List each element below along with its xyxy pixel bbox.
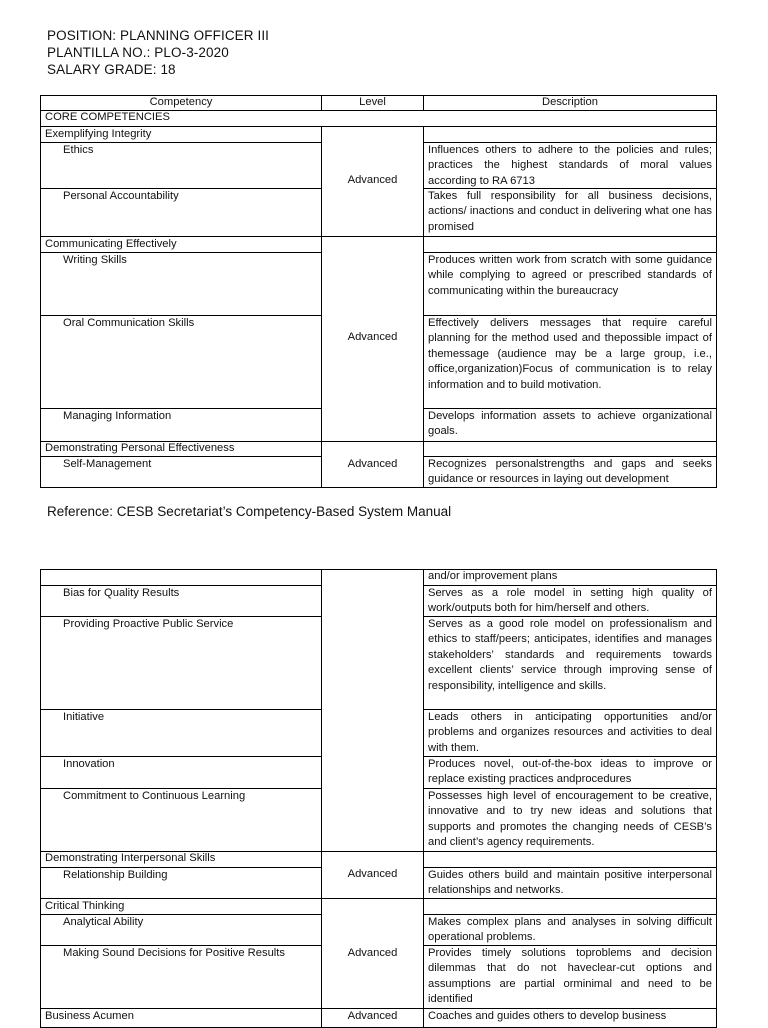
level-personal-effectiveness: Advanced	[347, 458, 398, 470]
competency-continuous-learning: Commitment to Continuous Learning	[63, 790, 246, 802]
description-analytical-ability: Makes complex plans and analyses in solving difficult operational problems.	[428, 916, 712, 944]
section-core-competencies: CORE COMPETENCIES	[45, 111, 170, 123]
competency-bias-quality: Bias for Quality Results	[63, 587, 180, 599]
group-interpersonal-skills: Demonstrating Interpersonal Skills	[45, 852, 216, 864]
group-personal-effectiveness: Demonstrating Personal Effectiveness	[45, 442, 235, 454]
description-business-acumen: Coaches and guides others to develop business	[428, 1010, 667, 1022]
description-innovation: Produces novel, out-of-the-box ideas to improve or replace existing practices andprocedures	[428, 758, 712, 786]
competency-managing-information: Managing Information	[63, 410, 172, 422]
competency-ethics: Ethics	[63, 144, 94, 156]
group-communicating-effectively: Communicating Effectively	[45, 238, 177, 250]
description-writing-skills: Produces written work from scratch with some guidance while complying to agreed or prescribed standards of communicating within the bureaucracy	[428, 254, 712, 297]
competency-initiative: Initiative	[63, 711, 105, 723]
description-continued: and/or improvement plans	[428, 570, 558, 582]
plantilla-number: PLANTILLA NO.: PLO-3-2020	[47, 45, 229, 60]
salary-grade: SALARY GRADE: 18	[47, 62, 176, 77]
level-business-acumen: Advanced	[347, 1010, 398, 1022]
description-ethics: Influences others to adhere to the policies and rules; practices the highest standards of moral values according to RA 6713	[428, 144, 712, 187]
competency-innovation: Innovation	[63, 758, 115, 770]
competency-self-management: Self-Management	[63, 458, 152, 470]
col-description-header: Description	[542, 96, 598, 108]
competency-table-page-2	[40, 0, 717, 1024]
description-relationship-building: Guides others build and maintain positive interpersonal relationships and networks.	[428, 869, 712, 897]
competency-relationship-building: Relationship Building	[63, 869, 168, 881]
description-continuous-learning: Possesses high level of encouragement to be creative, innovative and to try new ideas and solutions that supports and promotes the changing needs of CESB’s and client’s agency requirements.	[428, 790, 712, 849]
description-managing-information: Develops information assets to achieve organizational goals.	[428, 410, 712, 438]
competency-writing-skills: Writing Skills	[63, 254, 127, 266]
level-integrity: Advanced	[347, 174, 398, 186]
description-oral-communication: Effectively delivers messages that require careful planning for the method used and thepossible impact of themessage (audience may be a large group, i.e., office,organization)Focus of communication is to relay information and to build motivation.	[428, 317, 712, 391]
col-level-header: Level	[359, 96, 386, 108]
col-competency-header: Competency	[149, 96, 213, 108]
group-business-acumen: Business Acumen	[45, 1010, 134, 1022]
group-exemplifying-integrity: Exemplifying Integrity	[45, 128, 152, 140]
description-initiative: Leads others in anticipating opportunities and/or problems and organizes resources and activities to deal with them.	[428, 711, 712, 754]
reference-note: Reference: CESB Secretariat’s Competency-Based System Manual	[47, 504, 452, 519]
competency-oral-communication: Oral Communication Skills	[63, 317, 195, 329]
level-interpersonal: Advanced	[347, 868, 398, 880]
competency-sound-decisions: Making Sound Decisions for Positive Results	[63, 947, 285, 959]
competency-proactive-service: Providing Proactive Public Service	[63, 618, 234, 630]
competency-personal-accountability: Personal Accountability	[63, 190, 179, 202]
position-title: POSITION: PLANNING OFFICER III	[47, 28, 270, 43]
description-sound-decisions: Provides timely solutions toproblems and decision dilemmas that do not haveclear-cut options and assumptions are partial orminimal and need to be identified	[428, 947, 712, 1006]
description-personal-accountability: Takes full responsibility for all business decisions, actions/ inactions and conduct in delivering what one has promised	[428, 190, 712, 233]
description-proactive-service: Serves as a good role model on professionalism and ethics to staff/peers; anticipates, identifies and manages stakeholders’ standards and requirements towards excellent clients’ service through improving sense of responsibility, intelligence and skills.	[428, 618, 712, 692]
level-communicating: Advanced	[347, 331, 398, 343]
competency-analytical-ability: Analytical Ability	[63, 916, 144, 928]
description-self-management: Recognizes personalstrengths and gaps and seeks guidance or resources in laying out development	[428, 458, 712, 486]
description-bias-quality: Serves as a role model in setting high quality of work/outputs both for him/herself and others.	[428, 587, 712, 615]
group-critical-thinking: Critical Thinking	[45, 900, 125, 912]
level-critical-thinking: Advanced	[347, 947, 398, 959]
